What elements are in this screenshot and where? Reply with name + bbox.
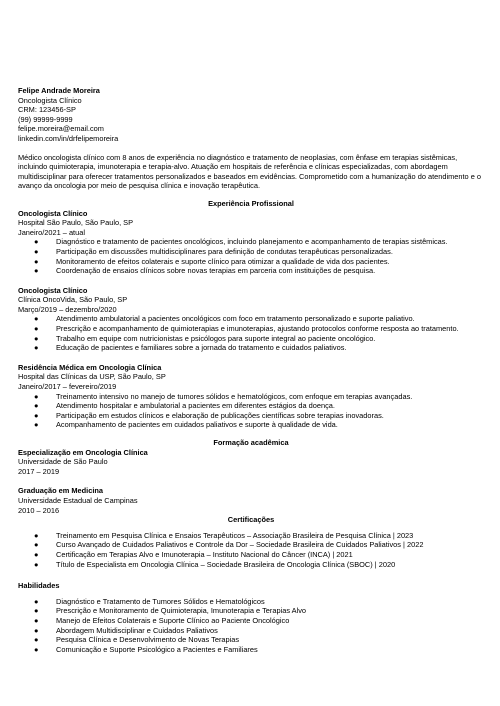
- experience-heading: Experiência Profissional: [208, 198, 294, 208]
- education-heading: Formação acadêmica: [213, 438, 289, 447]
- institution: Universidade Estadual de Campinas: [18, 495, 138, 505]
- experience-list: [18, 209, 484, 430]
- list-item-text: Monitoramento de efeitos colaterais e suporte clínico para otimizar a qualidade de vida dos pacientes.: [56, 256, 390, 266]
- list-item-text: Treinamento em Pesquisa Clínica e Ensaios Terapêuticos – Associação Brasileira de Pesquisa Clínica | 2023: [56, 530, 414, 540]
- list-item: [18, 392, 484, 402]
- job-responsibilities: [18, 237, 484, 275]
- bullet-icon: ●: [34, 606, 39, 616]
- list-item-text: Coordenação de ensaios clínicos sobre novas terapias em parceria com instituições de pesquisa.: [56, 266, 376, 276]
- candidate-role: Oncologista Clínico: [18, 95, 82, 105]
- list-item-text: Atendimento ambulatorial a pacientes oncológicos com foco em tratamento personalizado e suporte paliativo.: [56, 314, 415, 324]
- degree-title: Especialização em Oncologia Clínica: [18, 447, 148, 457]
- list-item: [18, 626, 484, 636]
- list-item-text: Abordagem Multidisciplinar e Cuidados Paliativos: [56, 625, 218, 635]
- list-item-text: Acompanhamento de pacientes em cuidados paliativos e suporte à qualidade de vida.: [56, 420, 338, 430]
- bullet-icon: ●: [34, 615, 39, 625]
- bullet-icon: ●: [34, 246, 39, 256]
- list-item: [18, 540, 484, 550]
- bullet-icon: ●: [34, 343, 39, 353]
- list-item-text: Pesquisa Clínica e Desenvolvimento de Novas Terapias: [56, 635, 240, 645]
- list-item: [18, 635, 484, 645]
- list-item: [18, 645, 484, 655]
- list-item-text: Diagnóstico e Tratamento de Tumores Sólidos e Hematológicos: [56, 596, 265, 606]
- list-item: [18, 314, 484, 324]
- job-entry: [18, 209, 484, 276]
- crm-number: CRM: 123456-SP: [18, 105, 76, 115]
- institution: Universidade de São Paulo: [18, 457, 108, 467]
- contact-block: [18, 86, 484, 144]
- skills-heading: Habilidades: [18, 581, 60, 591]
- education-entry: [18, 448, 484, 477]
- job-responsibilities: [18, 392, 484, 430]
- job-period: Março/2019 – dezembro/2020: [18, 304, 117, 314]
- bullet-icon: ●: [34, 540, 39, 550]
- education-entry: [18, 486, 484, 515]
- bullet-icon: ●: [34, 549, 39, 559]
- job-employer: Hospital das Clínicas da USP, São Paulo, SP: [18, 372, 166, 382]
- list-item-text: Certificação em Terapias Alvo e Imunoterapia – Instituto Nacional do Câncer (INCA) | 2021: [56, 549, 353, 559]
- bullet-icon: ●: [34, 333, 39, 343]
- list-item: [18, 411, 484, 421]
- certifications-list: [18, 531, 484, 569]
- list-item-text: Título de Especialista em Oncologia Clínica – Sociedade Brasileira de Oncologia Clínica (SBOC) | 2020: [56, 559, 396, 569]
- list-item-text: Participação em discussões multidisciplinares para definição de condutas terapêuticas personalizadas.: [56, 246, 393, 256]
- list-item: [18, 247, 484, 257]
- bullet-icon: ●: [34, 644, 39, 654]
- list-item-text: Trabalho em equipe com nutricionistas e psicólogos para suporte integral ao paciente oncológico.: [56, 333, 376, 343]
- list-item: [18, 237, 484, 247]
- education-list: [18, 448, 484, 516]
- list-item: [18, 420, 484, 430]
- resume-page: [18, 86, 484, 654]
- list-item-text: Manejo de Efeitos Colaterais e Suporte Clínico ao Paciente Oncológico: [56, 615, 290, 625]
- bullet-icon: ●: [34, 401, 39, 411]
- linkedin-url: linkedin.com/in/drfelipemoreira: [18, 133, 119, 143]
- list-item: [18, 606, 484, 616]
- job-title: Oncologista Clínico: [18, 285, 88, 295]
- skills-list: [18, 597, 484, 655]
- list-item: [18, 597, 484, 607]
- candidate-name: Felipe Andrade Moreira: [18, 86, 100, 95]
- list-item-text: Prescrição e Monitoramento de Quimioterapia, Imunoterapia e Terapias Alvo: [56, 606, 307, 616]
- bullet-icon: ●: [34, 324, 39, 334]
- bullet-icon: ●: [34, 530, 39, 540]
- certifications-heading: Certificações: [227, 515, 275, 525]
- bullet-icon: ●: [34, 256, 39, 266]
- bullet-icon: ●: [34, 237, 39, 247]
- job-period: Janeiro/2021 – atual: [18, 227, 85, 237]
- professional-summary: Médico oncologista clínico com 8 anos de experiência no diagnóstico e tratamento de neoplasias, com ênfase em terapias sistêmicas, incluindo quimioterapia, imunoterapia e terapia-alvo. Atuação em hospitais de referência e clínicas especializadas, com abordagem multidisciplinar para oferecer tratamentos personalizados e baseados em evidências. Comprometido com a humanização do atendimento e o avanço da oncologia por meio de pesquisa clínica e inovação terapêutica.: [18, 152, 481, 191]
- list-item-text: Curso Avançado de Cuidados Paliativos e Controle da Dor – Sociedade Brasileira de Cuidados Paliativos | 2022: [56, 540, 424, 550]
- bullet-icon: ●: [34, 420, 39, 430]
- education-period: 2010 – 2016: [18, 505, 60, 515]
- bullet-icon: ●: [34, 266, 39, 276]
- list-item: [18, 343, 484, 353]
- bullet-icon: ●: [34, 391, 39, 401]
- list-item-text: Educação de pacientes e familiares sobre a jornada do tratamento e cuidados paliativos.: [56, 343, 347, 353]
- job-entry: [18, 363, 484, 430]
- list-item-text: Comunicação e Suporte Psicológico a Pacientes e Familiares: [56, 644, 258, 654]
- list-item: [18, 324, 484, 334]
- list-item: [18, 550, 484, 560]
- email-address: felipe.moreira@email.com: [18, 124, 104, 134]
- job-title: Oncologista Clínico: [18, 208, 88, 218]
- job-title: Residência Médica em Oncologia Clínica: [18, 362, 162, 372]
- education-period: 2017 – 2019: [18, 466, 60, 476]
- job-employer: Hospital São Paulo, São Paulo, SP: [18, 218, 134, 228]
- list-item-text: Atendimento hospitalar e ambulatorial a pacientes em diferentes estágios da doença.: [56, 401, 335, 411]
- list-item: [18, 531, 484, 541]
- list-item: [18, 560, 484, 570]
- list-item: [18, 616, 484, 626]
- list-item: [18, 257, 484, 267]
- phone-number: (99) 99999-9999: [18, 114, 73, 124]
- list-item-text: Treinamento intensivo no manejo de tumores sólidos e hematológicos, com enfoque em terapias avançadas.: [56, 391, 413, 401]
- bullet-icon: ●: [34, 596, 39, 606]
- job-period: Janeiro/2017 – fevereiro/2019: [18, 382, 117, 392]
- bullet-icon: ●: [34, 410, 39, 420]
- bullet-icon: ●: [34, 314, 39, 324]
- list-item-text: Participação em estudos clínicos e elaboração de publicações científicas sobre terapias inovadoras.: [56, 410, 384, 420]
- list-item: [18, 334, 484, 344]
- job-entry: [18, 286, 484, 353]
- job-employer: Clínica OncoVida, São Paulo, SP: [18, 295, 128, 305]
- bullet-icon: ●: [34, 635, 39, 645]
- bullet-icon: ●: [34, 559, 39, 569]
- bullet-icon: ●: [34, 625, 39, 635]
- list-item: [18, 401, 484, 411]
- list-item-text: Prescrição e acompanhamento de quimioterapias e imunoterapias, ajustando protocolos conforme resposta ao tratamento.: [56, 324, 459, 334]
- job-responsibilities: [18, 314, 484, 352]
- list-item: [18, 266, 484, 276]
- list-item-text: Diagnóstico e tratamento de pacientes oncológicos, incluindo planejamento e acompanhamento de terapias sistêmicas.: [56, 237, 448, 247]
- degree-title: Graduação em Medicina: [18, 486, 104, 496]
